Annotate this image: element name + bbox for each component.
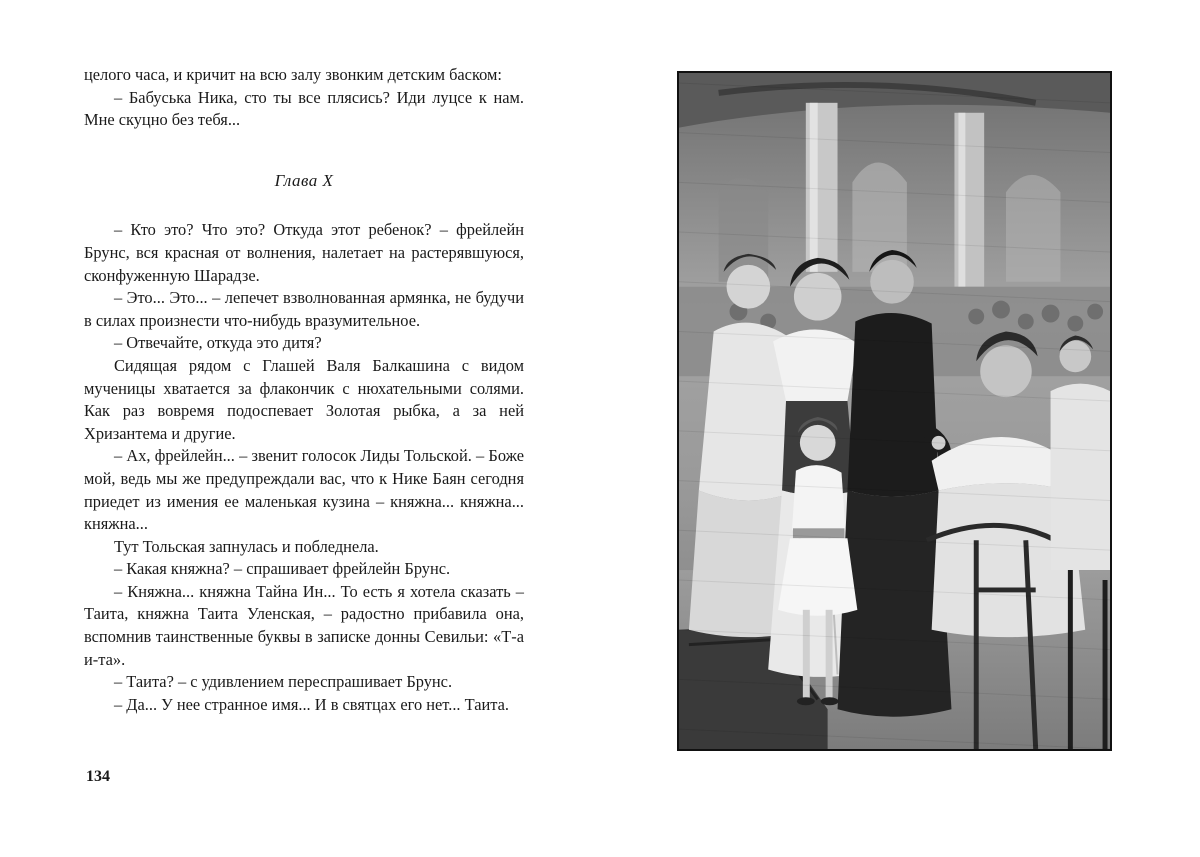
paragraph: – Ах, фрейлейн... – звенит голосок Лиды Тольской. – Боже мой, ведь мы же предупреждали вас, что к Нике Баян сегодня приедет из имения ее маленькая кузина – княжна... княжна... княжна... [84,446,524,534]
illustration [677,71,1112,751]
paragraph: – Это... Это... – лепечет взволнованная армянка, не будучи в силах произнести что-нибудь вразумительное. [84,288,524,330]
paragraph: Сидящая рядом с Глашей Валя Балкашина с видом мученицы хватается за флакончик с нюхательными солями. Как раз вовремя подоспевает Золотая рыбка, а за ней Хризантема и другие. [84,355,524,443]
paragraph: целого часа, и кричит на всю залу звонким детским баском: [84,65,502,84]
paragraph: – Таита? – с удивлением переспрашивает Брунс. [114,672,453,692]
paragraph: – Княжна... княжна Тайна Ин... То есть я хотела сказать – Таита, княжна Таита Уленская, – радостно прибавила она, вспомнив таинственные буквы в записке донны Севильи: «Т-а и-та». [84,581,524,669]
page-number: 134 [86,768,110,785]
paragraph: – Отвечайте, откуда это дитя? [114,333,322,353]
paragraph: Тут Тольская запнулась и побледнела. [114,536,379,556]
illustration-drawing [679,73,1110,749]
paragraph: – Бабуська Ника, сто ты все плясись? Иди луцсе к нам. Мне скуцно без тебя... [84,87,524,130]
text-page [84,64,524,716]
paragraph: – Кто это? Что это? Откуда этот ребенок? – фрейлейн Брунс, вся красная от волнения, налетает на растерявшуюся, сконфуженную Шарадзе. [84,220,524,285]
chapter-title: Глава X [274,170,334,190]
paragraph: – Да... У нее странное имя... И в святцах его нет... Таита. [114,694,509,714]
paragraph: – Какая княжна? – спрашивает фрейлейн Брунс. [114,559,451,579]
